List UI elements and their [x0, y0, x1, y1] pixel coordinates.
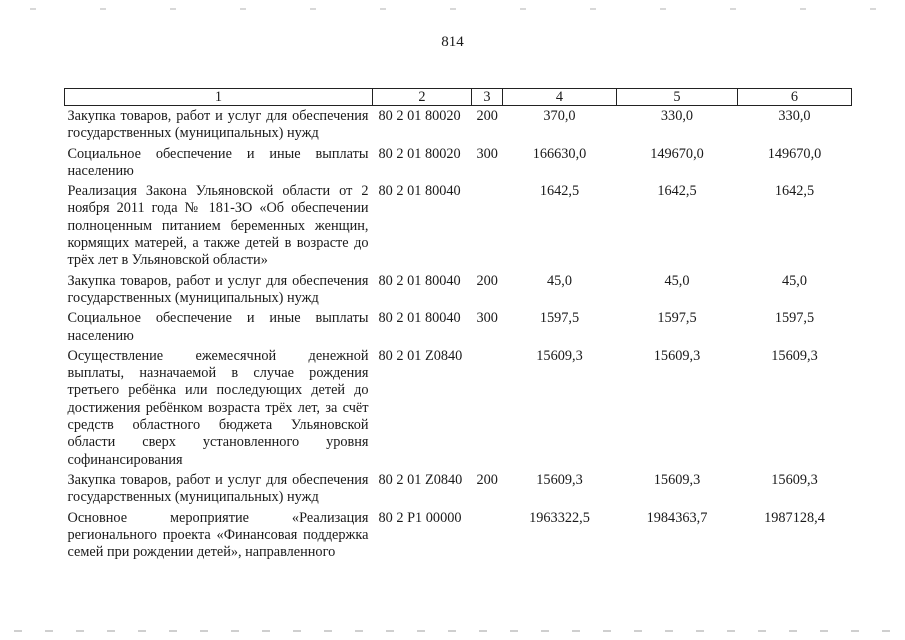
row-name: Закупка товаров, работ и услуг для обеспечения государственных (муниципальных) нужд — [67, 471, 369, 506]
table-header-row — [65, 89, 852, 106]
row-value-year3: 1597,5 — [774, 310, 815, 327]
column-header-year2: 5 — [617, 89, 738, 106]
table-row — [65, 144, 852, 182]
row-value-year3: 149670,0 — [767, 145, 822, 162]
row-value-year2: 1642,5 — [657, 183, 697, 200]
row-code: 80 2 01 Z0840 — [378, 347, 463, 364]
row-code: 80 2 P1 00000 — [378, 509, 462, 526]
column-header-code: 2 — [373, 89, 472, 106]
column-header-year1: 4 — [503, 89, 617, 106]
row-name: Социальное обеспечение и иные выплаты населению — [67, 145, 369, 179]
row-expense-type: 300 — [476, 145, 498, 162]
row-expense-type: 200 — [476, 272, 498, 289]
row-value-year3: 15609,3 — [771, 347, 818, 364]
row-value-year2: 1984363,7 — [646, 509, 708, 526]
row-value-year1: 45,0 — [546, 272, 573, 289]
row-value-year2: 15609,3 — [653, 471, 701, 488]
row-value-year2: 15609,3 — [653, 347, 701, 364]
column-header-name: 1 — [65, 89, 373, 106]
table-row — [65, 106, 852, 144]
row-name: Закупка товаров, работ и услуг для обеспечения государственных (муниципальных) нужд — [67, 272, 369, 306]
row-value-year3: 15609,3 — [771, 471, 818, 488]
row-code: 80 2 01 80040 — [378, 310, 461, 327]
row-code: 80 2 01 80040 — [378, 183, 461, 200]
row-value-year1: 1642,5 — [539, 183, 580, 200]
row-value-year1: 15609,3 — [536, 471, 583, 488]
row-value-year3: 1987128,4 — [764, 509, 825, 526]
column-header-expense-type: 3 — [472, 89, 503, 106]
row-value-year1: 1963322,5 — [529, 509, 590, 526]
row-value-year2: 45,0 — [664, 272, 690, 289]
row-expense-type — [472, 181, 503, 270]
row-expense-type — [472, 508, 503, 563]
table-row — [65, 308, 852, 346]
table-row — [65, 470, 852, 508]
row-value-year1: 1597,5 — [539, 310, 580, 327]
row-value-year3: 330,0 — [778, 108, 811, 124]
row-code: 80 2 01 80020 — [378, 108, 461, 124]
scan-artifact-bottom — [0, 630, 905, 632]
row-code: 80 2 01 80020 — [378, 145, 461, 162]
table-row — [65, 346, 852, 470]
row-value-year3: 1642,5 — [774, 183, 815, 200]
table-row — [65, 508, 852, 563]
row-name: Реализация Закона Ульяновской области от 2 ноября 2011 года № 181-ЗО «Об обеспечении полноценным питанием беременных женщин, кормящих матерей, а также детей в возрасте до трёх лет в Ульяновской области» — [67, 183, 369, 269]
scan-artifact-top — [0, 8, 905, 10]
row-value-year1: 15609,3 — [536, 347, 583, 364]
row-name: Социальное обеспечение и иные выплаты населению — [67, 310, 369, 344]
row-expense-type — [472, 346, 503, 470]
column-header-year3: 6 — [738, 89, 852, 106]
table-row — [65, 271, 852, 309]
row-expense-type: 300 — [476, 310, 498, 327]
row-value-year1: 370,0 — [543, 108, 576, 124]
row-value-year2: 1597,5 — [657, 310, 697, 327]
budget-table — [64, 88, 852, 562]
row-expense-type: 200 — [476, 471, 498, 488]
row-code: 80 2 01 80040 — [378, 272, 461, 289]
row-expense-type: 200 — [476, 108, 498, 124]
row-value-year2: 149670,0 — [650, 145, 704, 162]
page-number: 814 — [441, 34, 464, 50]
row-name: Осуществление ежемесячной денежной выплаты, назначаемой в случае рождения третьего ребёнка или последующих детей до достижения ребёнком возраста трёх лет, за счёт средств областного бюджета Ульяновской области сверх установленного уровня софинансирования — [67, 347, 369, 468]
row-name: Основное мероприятие «Реализация регионального проекта «Финансовая поддержка семей при рождении детей», направленного — [67, 509, 369, 561]
row-value-year2: 330,0 — [660, 108, 694, 124]
row-name: Закупка товаров, работ и услуг для обеспечения государственных (муниципальных) нужд — [67, 108, 369, 142]
row-value-year1: 166630,0 — [532, 145, 587, 162]
row-value-year3: 45,0 — [781, 272, 808, 289]
table-row — [65, 181, 852, 270]
row-code: 80 2 01 Z0840 — [378, 471, 463, 488]
